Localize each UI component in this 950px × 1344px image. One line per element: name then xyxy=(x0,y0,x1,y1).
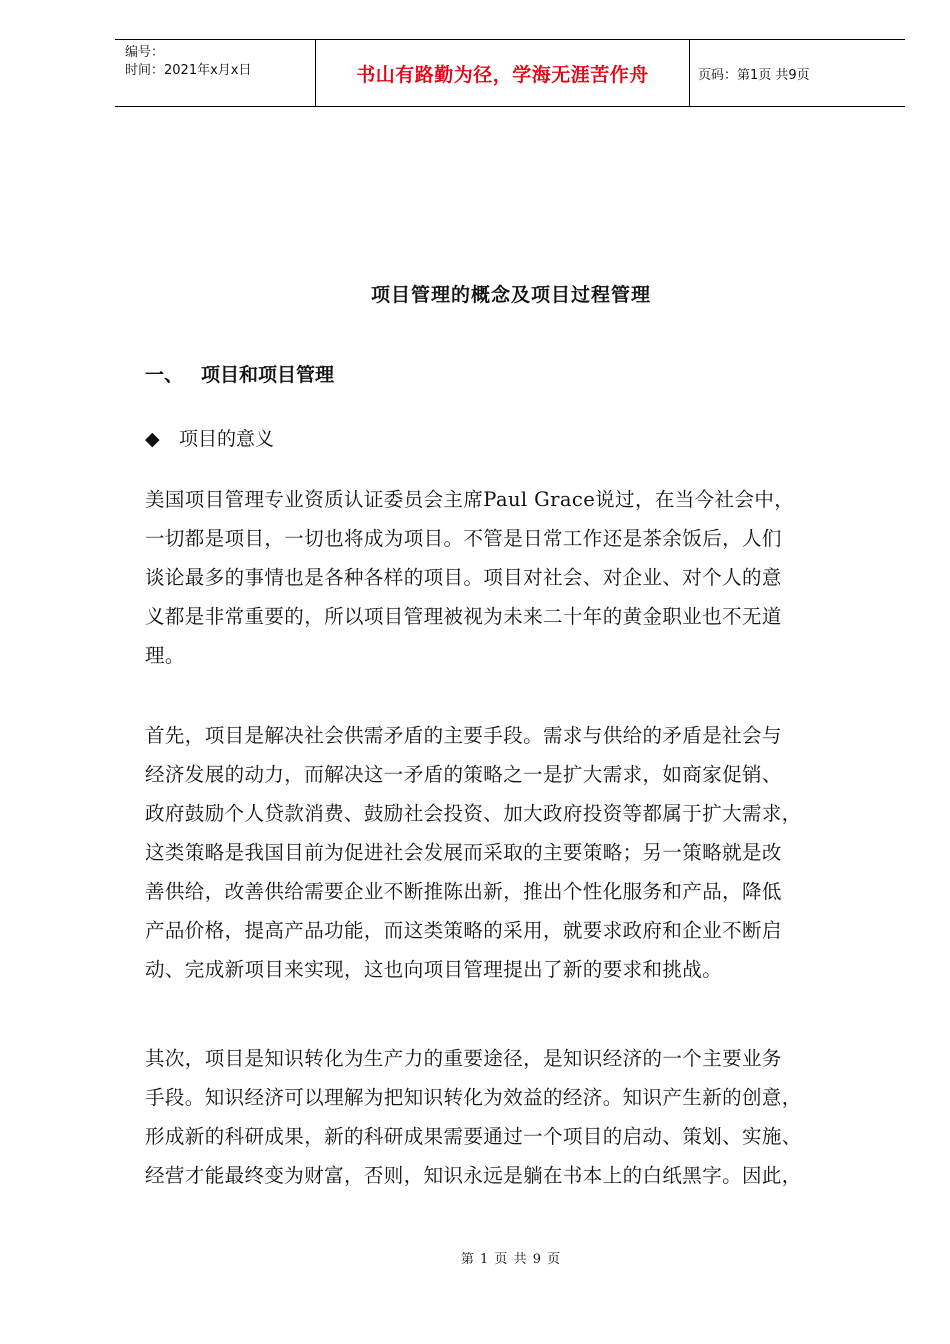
paragraph-line: 经营才能最终变为财富，否则，知识永远是躺在书本上的白纸黑字。因此， xyxy=(145,1164,802,1187)
paragraph-3 xyxy=(145,1039,873,1195)
section-title: 项目和项目管理 xyxy=(201,364,335,386)
paragraph-line: 谈论最多的事情也是各种各样的项目。项目对社会、对企业、对个人的意 xyxy=(145,566,782,589)
paragraph-line: 首先，项目是解决社会供需矛盾的主要手段。需求与供给的矛盾是社会与 xyxy=(145,724,782,747)
paragraph-line: 这类策略是我国目前为促进社会发展而采取的主要策略；另一策略就是改 xyxy=(145,841,782,864)
paragraph-line: 义都是非常重要的，所以项目管理被视为未来二十年的黄金职业也不无道 xyxy=(145,605,782,628)
paragraph-line: 产品价格，提高产品功能，而这类策略的采用，就要求政府和企业不断启 xyxy=(145,919,782,942)
time-label: 时间：2021年x月x日 xyxy=(125,63,252,78)
paragraph-line: 政府鼓励个人贷款消费、鼓励社会投资、加大政府投资等都属于扩大需求， xyxy=(145,802,802,825)
page-footer: 第 1 页 共 9 页 xyxy=(460,1252,562,1267)
document-title: 项目管理的概念及项目过程管理 xyxy=(370,284,651,306)
paragraph-line: 善供给，改善供给需要企业不断推陈出新，推出个性化服务和产品，降低 xyxy=(145,880,782,903)
paragraph-line: 动、完成新项目来实现，这也向项目管理提出了新的要求和挑战。 xyxy=(145,958,723,981)
paragraph-line: 其次，项目是知识转化为生产力的重要途径，是知识经济的一个主要业务 xyxy=(145,1047,782,1070)
paragraph-line: 形成新的科研成果，新的科研成果需要通过一个项目的启动、策划、实施、 xyxy=(145,1125,802,1148)
page-info: 页码：第1页 共9页 xyxy=(698,67,810,83)
paragraph-line: 美国项目管理专业资质认证委员会主席Paul Grace说过，在当今社会中， xyxy=(145,488,795,511)
paragraph-line: 经济发展的动力，而解决这一矛盾的策略之一是扩大需求，如商家促销、 xyxy=(145,763,782,786)
paragraph-line: 手段。知识经济可以理解为把知识转化为效益的经济。知识产生新的创意， xyxy=(145,1086,802,1109)
subsection-title: 项目的意义 xyxy=(179,428,275,450)
header-page-cell xyxy=(690,40,905,106)
section-heading xyxy=(145,360,334,387)
subsection-heading xyxy=(145,424,274,451)
header-motto-cell xyxy=(316,40,690,106)
header-meta-cell xyxy=(115,40,316,106)
paragraph-1 xyxy=(145,480,873,675)
paragraph-2 xyxy=(145,716,873,989)
diamond-bullet-icon: ◆ xyxy=(145,428,160,450)
paragraph-line: 一切都是项目，一切也将成为项目。不管是日常工作还是茶余饭后，人们 xyxy=(145,527,782,550)
header-table xyxy=(115,39,905,107)
paragraph-line: 理。 xyxy=(145,644,185,667)
section-number: 一、 xyxy=(145,364,184,386)
number-label: 编号： xyxy=(125,45,165,60)
motto-text: 书山有路勤为径，学海无涯苦作舟 xyxy=(356,63,649,86)
